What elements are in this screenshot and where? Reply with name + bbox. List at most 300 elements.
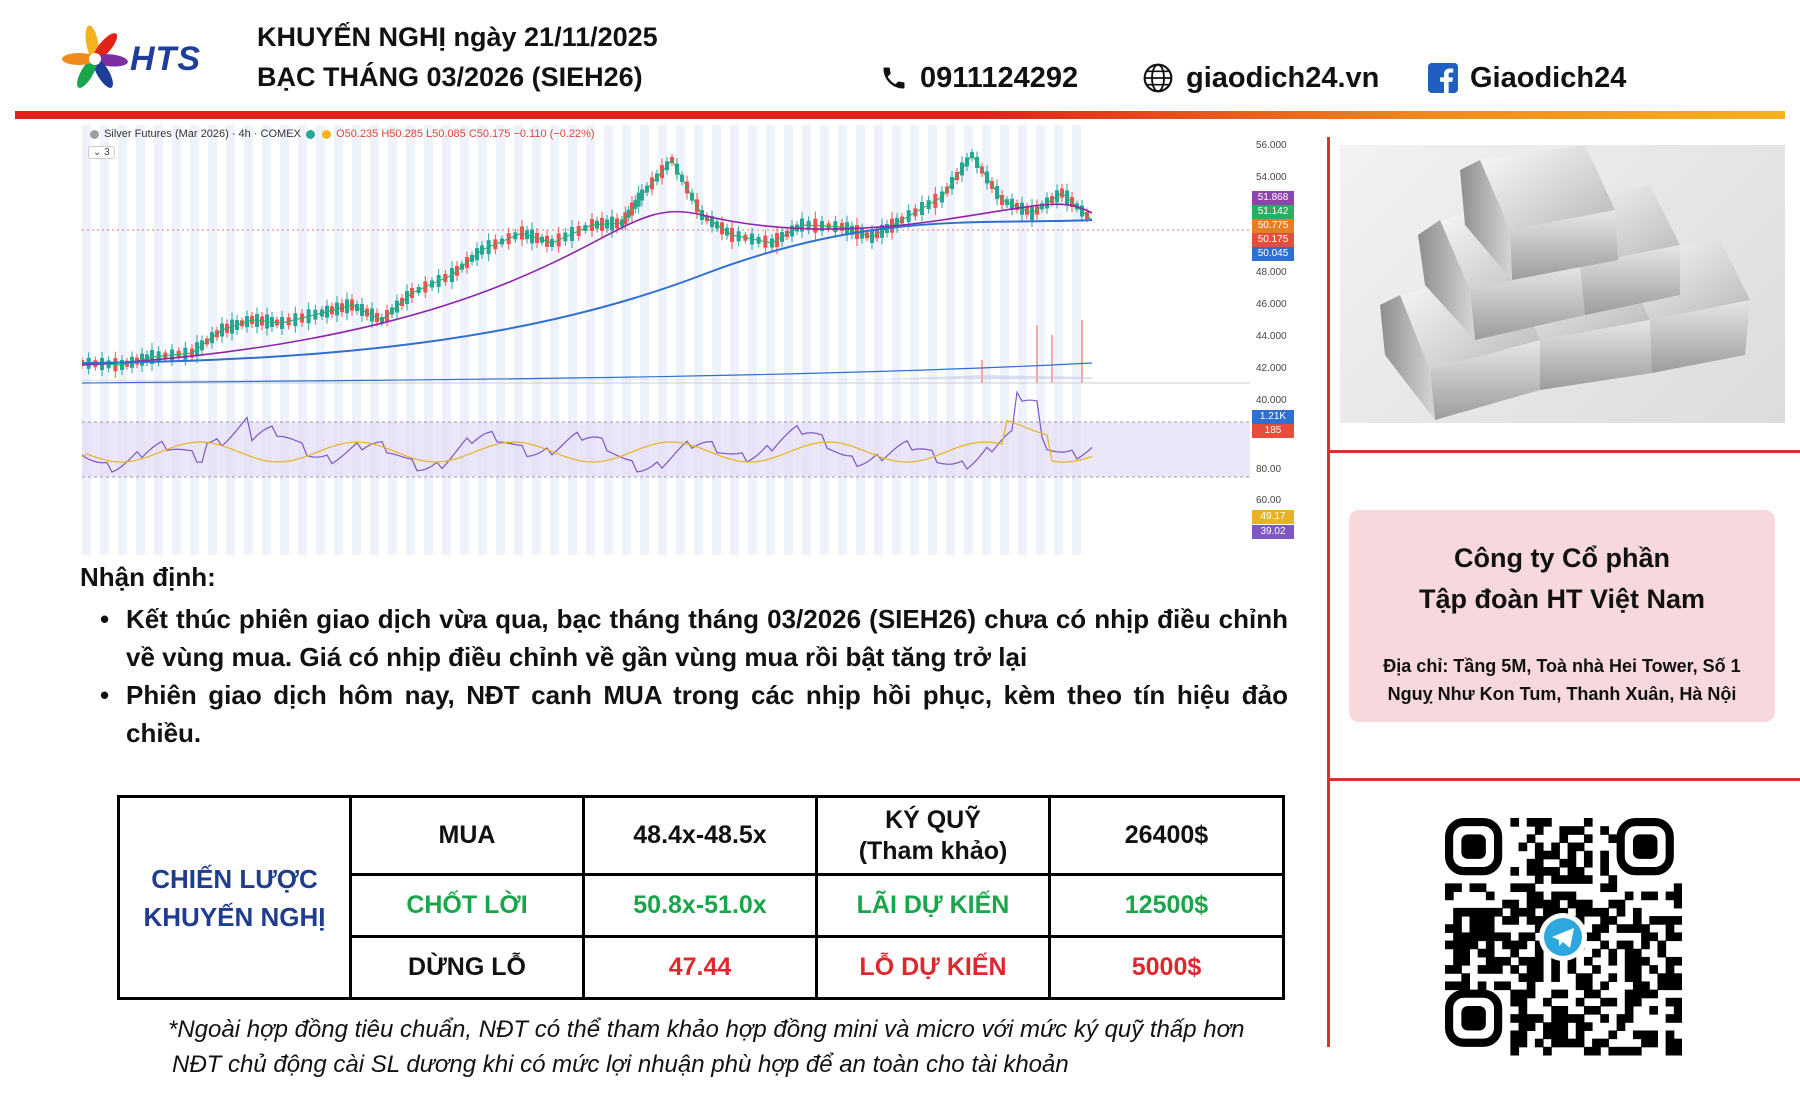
qr-module xyxy=(1535,1014,1544,1023)
qr-module xyxy=(1608,1047,1617,1056)
qr-module xyxy=(1584,1006,1593,1015)
qr-module xyxy=(1510,1014,1519,1023)
qr-module xyxy=(1486,924,1495,933)
margin-value: 26400$ xyxy=(1050,797,1284,875)
chart-bg-stripe xyxy=(766,125,775,555)
chart-instrument: Silver Futures (Mar 2026) · 4h · COMEX xyxy=(104,128,301,140)
qr-code[interactable] xyxy=(1445,818,1682,1057)
company-address xyxy=(1357,652,1767,708)
qr-module xyxy=(1551,851,1560,860)
qr-module xyxy=(1527,859,1536,868)
chart-bg-stripe xyxy=(424,125,433,555)
qr-module xyxy=(1633,981,1642,990)
qr-module xyxy=(1551,1006,1560,1015)
qr-module xyxy=(1461,949,1470,958)
qr-module xyxy=(1674,883,1682,892)
qr-module xyxy=(1486,965,1495,974)
stop-loss-value: 47.44 xyxy=(584,937,817,999)
qr-module xyxy=(1576,998,1585,1007)
osc-axis-tick: 80.00 xyxy=(1256,464,1282,475)
qr-module xyxy=(1510,916,1519,925)
qr-module xyxy=(1592,932,1601,941)
qr-module xyxy=(1657,949,1666,958)
qr-module xyxy=(1527,916,1536,925)
qr-module xyxy=(1510,883,1519,892)
qr-module xyxy=(1478,932,1487,941)
chart-bg-stripe xyxy=(874,125,883,555)
expected-loss-value: 5000$ xyxy=(1050,937,1284,999)
qr-module xyxy=(1568,965,1577,974)
qr-module xyxy=(1625,892,1634,901)
qr-module xyxy=(1633,1047,1642,1056)
qr-module xyxy=(1633,990,1642,999)
take-profit-range: 50.8x-51.0x xyxy=(584,875,817,937)
qr-module xyxy=(1445,892,1454,901)
qr-module xyxy=(1674,932,1682,941)
qr-module xyxy=(1502,900,1511,909)
qr-module xyxy=(1674,973,1682,982)
price-axis-tick: 44.000 xyxy=(1256,331,1287,342)
qr-module xyxy=(1674,1014,1682,1023)
qr-module xyxy=(1600,859,1609,868)
qr-module xyxy=(1641,924,1650,933)
qr-module xyxy=(1641,932,1650,941)
qr-module xyxy=(1519,1030,1528,1039)
chart-bg-stripe xyxy=(910,125,919,555)
qr-module xyxy=(1478,916,1487,925)
address-line: Nguỵ Như Kon Tum, Thanh Xuân, Hà Nội xyxy=(1387,684,1737,704)
qr-module xyxy=(1641,957,1650,966)
qr-module xyxy=(1502,981,1511,990)
qr-module xyxy=(1600,924,1609,933)
qr-module xyxy=(1584,851,1593,860)
qr-module xyxy=(1608,916,1617,925)
qr-module xyxy=(1535,843,1544,852)
analysis-text: Phiên giao dịch hôm nay, NĐT canh MUA trong các nhịp hồi phục, kèm theo tín hiệu đảo chiều. xyxy=(126,680,1288,748)
chart-bg-stripe xyxy=(154,125,163,555)
report-date-title: KHUYẾN NGHỊ ngày 21/11/2025 xyxy=(257,22,658,52)
qr-module xyxy=(1641,1039,1650,1048)
qr-module xyxy=(1453,883,1462,892)
qr-module xyxy=(1551,990,1560,999)
qr-module xyxy=(1527,1022,1536,1031)
qr-module xyxy=(1486,932,1495,941)
qr-module xyxy=(1470,883,1479,892)
chart-bg-stripe xyxy=(1018,125,1027,555)
qr-module xyxy=(1510,908,1519,917)
expected-loss-label: LỖ DỰ KIẾN xyxy=(817,937,1050,999)
qr-module xyxy=(1625,998,1634,1007)
chart-bg-stripe xyxy=(820,125,829,555)
qr-module xyxy=(1568,1014,1577,1023)
qr-module xyxy=(1543,908,1552,917)
qr-module xyxy=(1568,843,1577,852)
qr-module xyxy=(1592,924,1601,933)
qr-module xyxy=(1486,908,1495,917)
qr-module xyxy=(1584,859,1593,868)
qr-module xyxy=(1519,1006,1528,1015)
qr-module xyxy=(1543,1022,1552,1031)
osc-band xyxy=(82,422,1250,477)
qr-module xyxy=(1625,990,1634,999)
qr-module xyxy=(1666,973,1675,982)
chart-bg-stripe xyxy=(568,125,577,555)
symbol-icon xyxy=(90,130,99,139)
qr-module xyxy=(1633,957,1642,966)
website-contact[interactable] xyxy=(1142,58,1379,98)
qr-module xyxy=(1551,1039,1560,1048)
qr-module xyxy=(1633,965,1642,974)
qr-module xyxy=(1608,998,1617,1007)
qr-module xyxy=(1470,924,1479,933)
qr-module xyxy=(1576,908,1585,917)
chart-bg-stripe xyxy=(964,125,973,555)
expected-profit-label: LÃI DỰ KIẾN xyxy=(817,875,1050,937)
qr-module xyxy=(1453,924,1462,933)
chart-bg-stripe xyxy=(514,125,523,555)
chart-bg-stripe xyxy=(838,125,847,555)
instrument-title: BẠC THÁNG 03/2026 (SIEH26) xyxy=(257,62,643,92)
qr-module xyxy=(1633,973,1642,982)
qr-module xyxy=(1510,900,1519,909)
phone-icon xyxy=(880,63,908,93)
buy-label: MUA xyxy=(351,797,584,875)
qr-module xyxy=(1551,965,1560,974)
qr-module xyxy=(1519,1039,1528,1048)
qr-module xyxy=(1543,998,1552,1007)
chart-bg-stripe xyxy=(460,125,469,555)
qr-module xyxy=(1527,957,1536,966)
qr-module xyxy=(1666,1047,1675,1056)
qr-code-icon xyxy=(1445,818,1682,1057)
market-status-icon xyxy=(306,130,315,139)
ma-fast-price-label: 51.142 xyxy=(1252,205,1294,219)
take-profit-label: CHỐT LỜI xyxy=(351,875,584,937)
qr-module xyxy=(1535,900,1544,909)
qr-module xyxy=(1494,908,1503,917)
qr-module xyxy=(1617,941,1626,950)
qr-module xyxy=(1559,834,1568,843)
chart-bg-stripe xyxy=(676,125,685,555)
right-divider xyxy=(1327,778,1800,781)
qr-module xyxy=(1527,818,1536,827)
hts-logo-mark-icon xyxy=(60,24,130,94)
chart-bg-stripe xyxy=(244,125,253,555)
silver-bars-image xyxy=(1340,145,1785,423)
qr-module xyxy=(1502,916,1511,925)
qr-module xyxy=(1494,957,1503,966)
qr-module xyxy=(1453,981,1462,990)
qr-module xyxy=(1568,867,1577,876)
qr-module xyxy=(1535,867,1544,876)
qr-module xyxy=(1633,924,1642,933)
qr-module xyxy=(1510,998,1519,1007)
qr-module xyxy=(1543,818,1552,827)
qr-module xyxy=(1445,981,1454,990)
qr-module xyxy=(1445,924,1454,933)
qr-module xyxy=(1535,818,1544,827)
qr-module xyxy=(1674,1039,1682,1048)
indicator-collapse-toggle[interactable]: ⌄ 3 xyxy=(88,146,115,159)
header-divider xyxy=(15,111,1785,119)
company-name-line: Tập đoàn HT Việt Nam xyxy=(1418,584,1706,614)
qr-module xyxy=(1584,1022,1593,1031)
qr-module xyxy=(1559,990,1568,999)
qr-module xyxy=(1519,932,1528,941)
qr-module xyxy=(1666,965,1675,974)
qr-module xyxy=(1600,998,1609,1007)
ma-price-label: 50.775 xyxy=(1252,219,1294,233)
chart-bg-stripe xyxy=(586,125,595,555)
footnote xyxy=(168,1012,1244,1082)
silver-bars-icon xyxy=(1340,145,1785,423)
qr-module xyxy=(1527,908,1536,917)
chart-bg-stripe xyxy=(118,125,127,555)
chart-header xyxy=(88,128,595,140)
delayed-badge-icon xyxy=(322,130,331,139)
qr-module xyxy=(1641,1030,1650,1039)
qr-module xyxy=(1600,916,1609,925)
qr-module xyxy=(1617,1047,1626,1056)
qr-module xyxy=(1657,916,1666,925)
qr-module xyxy=(1666,998,1675,1007)
strategy-label-text: CHIẾN LƯỢC KHUYẾN NGHỊ xyxy=(143,863,326,932)
qr-module xyxy=(1568,875,1577,884)
qr-module xyxy=(1478,883,1487,892)
analysis-list xyxy=(100,600,1288,752)
qr-module xyxy=(1641,941,1650,950)
analysis-text: Kết thúc phiên giao dịch vừa qua, bạc tháng tháng 03/2026 (SIEH26) chưa có nhịp điều chỉnh về vùng mua. Giá có nhịp điều chỉnh về gần vùng mua rồi bật tăng trở lại xyxy=(126,604,1288,672)
qr-module xyxy=(1559,1022,1568,1031)
qr-module xyxy=(1527,965,1536,974)
chart-bg-stripe xyxy=(730,125,739,555)
qr-module xyxy=(1551,900,1560,909)
facebook-contact[interactable] xyxy=(1428,58,1626,98)
qr-module xyxy=(1445,883,1454,892)
qr-module xyxy=(1617,900,1626,909)
qr-module xyxy=(1674,900,1682,909)
indicator-count: 3 xyxy=(104,147,110,158)
qr-module xyxy=(1641,990,1650,999)
qr-module xyxy=(1551,875,1560,884)
analysis-item xyxy=(100,676,1288,752)
price-chart xyxy=(82,125,1302,563)
qr-module xyxy=(1519,998,1528,1007)
qr-module xyxy=(1461,932,1470,941)
qr-module xyxy=(1494,932,1503,941)
qr-module xyxy=(1535,973,1544,982)
qr-module xyxy=(1510,818,1519,827)
qr-module xyxy=(1649,892,1658,901)
qr-module xyxy=(1453,965,1462,974)
brand-name: HTS xyxy=(130,40,201,78)
qr-module xyxy=(1674,981,1682,990)
qr-module xyxy=(1486,957,1495,966)
qr-module xyxy=(1649,965,1658,974)
qr-module xyxy=(1559,1006,1568,1015)
qr-module xyxy=(1535,859,1544,868)
chart-bg-stripe xyxy=(892,125,901,555)
qr-module xyxy=(1502,941,1511,950)
qr-module xyxy=(1625,973,1634,982)
chart-bg-stripe xyxy=(100,125,109,555)
qr-module xyxy=(1608,900,1617,909)
qr-module xyxy=(1600,883,1609,892)
qr-module xyxy=(1445,965,1454,974)
qr-module xyxy=(1568,859,1577,868)
qr-module xyxy=(1608,1030,1617,1039)
analysis-item xyxy=(100,600,1288,676)
qr-module xyxy=(1649,932,1658,941)
hts-logo xyxy=(60,22,210,97)
qr-module xyxy=(1478,965,1487,974)
qr-module xyxy=(1551,892,1560,901)
qr-module xyxy=(1568,826,1577,835)
qr-module xyxy=(1510,1047,1519,1056)
qr-module xyxy=(1470,932,1479,941)
qr-module xyxy=(1576,981,1585,990)
phone-contact[interactable] xyxy=(880,58,1078,98)
qr-module xyxy=(1625,949,1634,958)
qr-module xyxy=(1519,990,1528,999)
qr-module xyxy=(1453,932,1462,941)
qr-module xyxy=(1510,990,1519,999)
price-axis-tick: 48.000 xyxy=(1256,267,1287,278)
chart-bg-stripe xyxy=(550,125,559,555)
qr-module xyxy=(1584,818,1593,827)
chart-bg-stripe xyxy=(280,125,289,555)
volume-label: 185 xyxy=(1252,424,1294,438)
qr-module xyxy=(1600,908,1609,917)
qr-module xyxy=(1527,932,1536,941)
qr-module xyxy=(1600,941,1609,950)
qr-module xyxy=(1568,892,1577,901)
qr-module xyxy=(1502,932,1511,941)
qr-module xyxy=(1666,892,1675,901)
qr-module xyxy=(1625,924,1634,933)
qr-module xyxy=(1543,851,1552,860)
qr-module xyxy=(1666,1014,1675,1023)
qr-module xyxy=(1674,892,1682,901)
qr-module xyxy=(1576,843,1585,852)
qr-module xyxy=(1608,957,1617,966)
qr-module xyxy=(1470,908,1479,917)
price-chart-svg xyxy=(82,125,1302,563)
facebook-icon xyxy=(1428,63,1458,93)
qr-module xyxy=(1543,867,1552,876)
qr-module xyxy=(1584,973,1593,982)
chart-bg-stripe xyxy=(604,125,613,555)
company-name-line: Công ty Cổ phần xyxy=(1454,543,1670,573)
table-row xyxy=(119,797,1284,875)
qr-module xyxy=(1527,900,1536,909)
website-url: giaodich24.vn xyxy=(1186,61,1380,94)
bullet-icon: • xyxy=(100,604,110,634)
price-axis-tick: 40.000 xyxy=(1256,395,1287,406)
qr-module xyxy=(1592,1039,1601,1048)
qr-module xyxy=(1633,916,1642,925)
chart-bg-stripe xyxy=(226,125,235,555)
chart-bg-stripe xyxy=(694,125,703,555)
chart-bg-stripe xyxy=(262,125,271,555)
qr-module xyxy=(1502,957,1511,966)
qr-module xyxy=(1674,1047,1682,1056)
chart-bg-stripe xyxy=(406,125,415,555)
qr-module xyxy=(1592,949,1601,958)
qr-module xyxy=(1510,941,1519,950)
qr-module xyxy=(1625,1006,1634,1015)
qr-module xyxy=(1543,900,1552,909)
qr-module xyxy=(1559,826,1568,835)
qr-module xyxy=(1510,965,1519,974)
qr-module xyxy=(1535,949,1544,958)
qr-module xyxy=(1478,949,1487,958)
qr-module xyxy=(1559,1030,1568,1039)
qr-module xyxy=(1666,981,1675,990)
qr-module xyxy=(1625,1014,1634,1023)
qr-module xyxy=(1608,875,1617,884)
chart-bg-stripe xyxy=(370,125,379,555)
qr-module xyxy=(1478,924,1487,933)
chart-bg-stripe xyxy=(352,125,361,555)
qr-module xyxy=(1657,941,1666,950)
qr-module xyxy=(1535,851,1544,860)
qr-module xyxy=(1527,883,1536,892)
qr-module xyxy=(1510,949,1519,958)
analysis-heading: Nhận định: xyxy=(80,562,216,592)
qr-module xyxy=(1551,1022,1560,1031)
qr-module xyxy=(1551,1014,1560,1023)
qr-module xyxy=(1584,900,1593,909)
chart-bg-stripe xyxy=(1072,125,1081,555)
qr-module xyxy=(1666,916,1675,925)
qr-module xyxy=(1470,916,1479,925)
qr-module xyxy=(1527,973,1536,982)
chart-bg-stripe xyxy=(334,125,343,555)
qr-module xyxy=(1461,957,1470,966)
margin-label xyxy=(817,797,1050,875)
chart-bg-stripe xyxy=(784,125,793,555)
qr-module xyxy=(1527,867,1536,876)
qr-module xyxy=(1461,941,1470,950)
qr-module xyxy=(1584,1047,1593,1056)
qr-module xyxy=(1535,826,1544,835)
qr-module xyxy=(1633,908,1642,917)
qr-module xyxy=(1535,965,1544,974)
qr-module xyxy=(1592,965,1601,974)
qr-module xyxy=(1608,973,1617,982)
qr-module xyxy=(1641,981,1650,990)
column-divider xyxy=(1327,137,1330,1047)
buy-range: 48.4x-48.5x xyxy=(584,797,817,875)
qr-module xyxy=(1617,1022,1626,1031)
expected-profit-value: 12500$ xyxy=(1050,875,1284,937)
qr-module xyxy=(1478,981,1487,990)
qr-module xyxy=(1445,941,1454,950)
qr-module xyxy=(1519,1014,1528,1023)
qr-module xyxy=(1527,1014,1536,1023)
right-divider xyxy=(1327,450,1800,453)
price-axis-tick: 42.000 xyxy=(1256,363,1287,374)
qr-module xyxy=(1551,973,1560,982)
qr-module xyxy=(1600,851,1609,860)
chart-bg-stripe xyxy=(622,125,631,555)
qr-module xyxy=(1657,973,1666,982)
qr-module xyxy=(1453,941,1462,950)
qr-module xyxy=(1461,973,1470,982)
facebook-page: Giaodich24 xyxy=(1470,61,1627,94)
qr-module xyxy=(1486,949,1495,958)
